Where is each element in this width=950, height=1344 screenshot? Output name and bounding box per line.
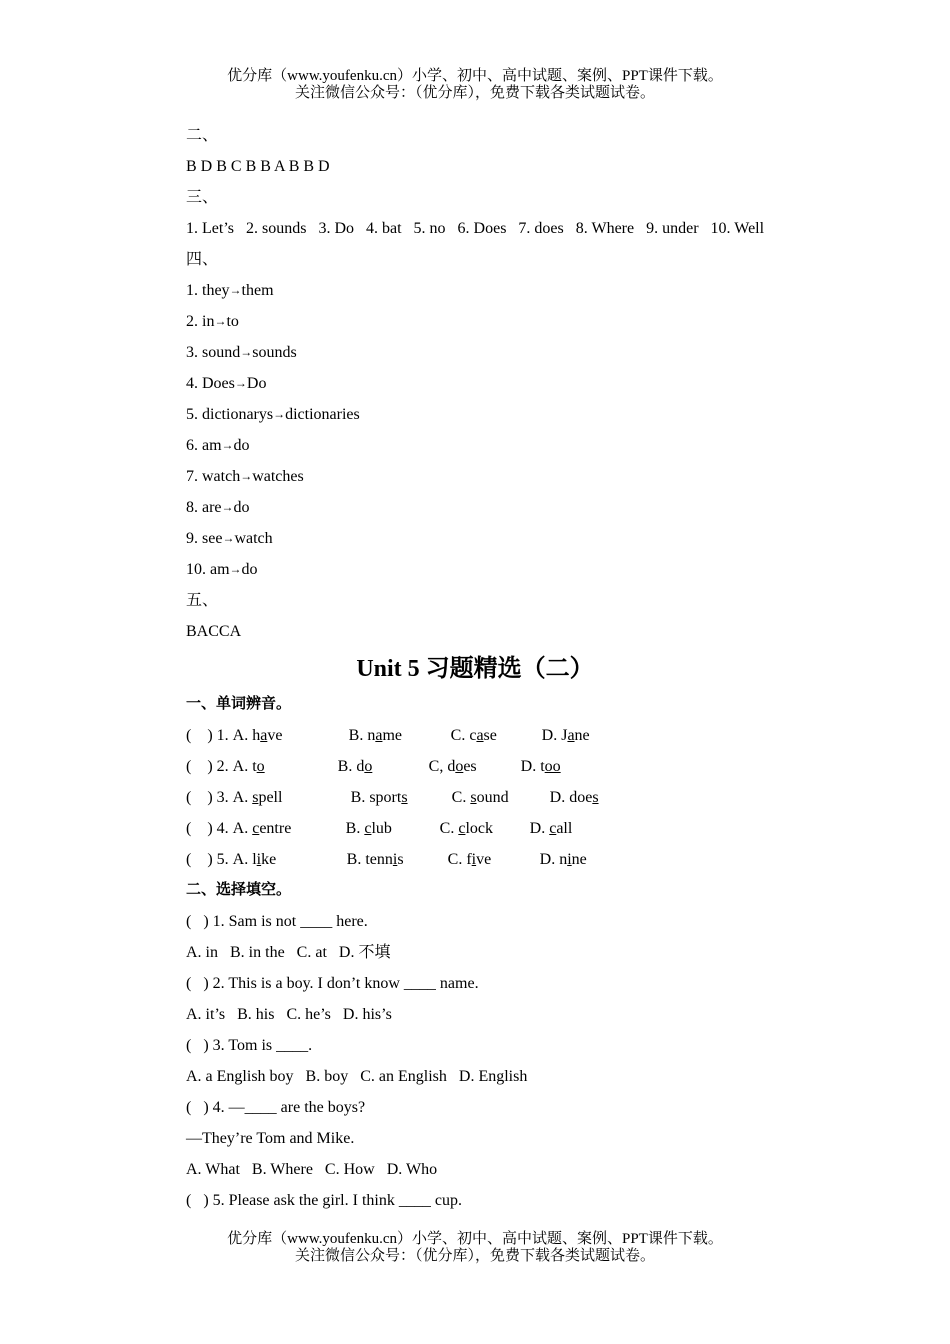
section-4-corrections — [186, 275, 806, 585]
question-line: ( ) 3. Tom is ____. — [186, 1037, 313, 1054]
section-4-heading: 四、 — [186, 251, 219, 268]
correction-item: 6. am→do — [186, 437, 250, 454]
answer-option: B. do — [337, 758, 373, 775]
correction-item: 7. watch→watches — [186, 468, 304, 485]
arrow-icon: → — [221, 438, 234, 452]
question-line: —They’re Tom and Mike. — [186, 1130, 355, 1147]
question-row: ( ) 2. A. to B. do C, does D. too — [186, 751, 806, 782]
answer-option: A. centre — [232, 820, 292, 837]
question-line: ( ) 1. Sam is not ____ here. — [186, 913, 368, 930]
question-line: ( ) 5. Please ask the girl. I think ____ cup. — [186, 1192, 462, 1209]
correction-item: 2. in→to — [186, 313, 239, 330]
header-line-2: 关注微信公众号：（优分库），免费下载各类试题试卷。 — [294, 85, 655, 101]
answer-option: C, does — [428, 758, 477, 775]
footer-line-1: 优分库（www.youfenku.cn）小学、初中、高中试题、案例、PPT课件下载。 — [227, 1231, 723, 1247]
question-line: A. a English boy B. boy C. an English D. English — [186, 1068, 528, 1085]
answer-option: D. call — [529, 820, 573, 837]
arrow-icon: → — [240, 345, 253, 359]
answer-option: C. clock — [439, 820, 493, 837]
part-2-questions — [186, 906, 806, 1216]
answer-option: B. tennis — [346, 851, 404, 868]
question-line: A. in B. in the C. at D. 不填 — [186, 944, 391, 961]
page-footer — [0, 1231, 950, 1265]
arrow-icon: → — [221, 500, 234, 514]
correction-item: 10. am→do — [186, 561, 258, 578]
correction-item: 8. are→do — [186, 499, 250, 516]
question-line: ( ) 2. This is a boy. I don’t know ____ name. — [186, 975, 479, 992]
arrow-icon: → — [234, 376, 247, 390]
question-line: A. it’s B. his C. he’s D. his’s — [186, 1006, 392, 1023]
document-body — [186, 120, 806, 1216]
page-title: Unit 5 习题精选（二） — [356, 656, 594, 682]
header-line-1: 优分库（www.youfenku.cn）小学、初中、高中试题、案例、PPT课件下载。 — [227, 68, 723, 84]
question-row: ( ) 1. A. have B. name C. case D. Jane — [186, 720, 806, 751]
question-row: ( ) 4. A. centre B. club C. clock D. call — [186, 813, 806, 844]
answer-option: C. sound — [451, 789, 509, 806]
section-3-answers: 1. Let’s 2. sounds 3. Do 4. bat 5. no 6. Does 7. does 8. Where 9. under 10. Well — [186, 220, 765, 237]
section-5-heading: 五、 — [186, 592, 219, 609]
correction-item: 3. sound→sounds — [186, 344, 297, 361]
question-line: A. What B. Where C. How D. Who — [186, 1161, 438, 1178]
answer-option: C. five — [447, 851, 492, 868]
footer-line-2: 关注微信公众号：（优分库），免费下载各类试题试卷。 — [294, 1248, 655, 1264]
answer-option: A. to — [232, 758, 265, 775]
arrow-icon: → — [240, 469, 253, 483]
arrow-icon: → — [222, 531, 235, 545]
section-3-heading: 三、 — [186, 189, 219, 206]
arrow-icon: → — [273, 407, 286, 421]
section-2-answers: B D B C B B A B B D — [186, 158, 330, 175]
question-line: ( ) 4. —____ are the boys? — [186, 1099, 366, 1116]
page-header — [0, 68, 950, 102]
section-5-answers: BACCA — [186, 623, 242, 640]
answer-option: A. spell — [232, 789, 283, 806]
correction-item: 9. see→watch — [186, 530, 273, 547]
part-1-questions — [186, 720, 806, 875]
arrow-icon: → — [229, 283, 242, 297]
answer-option: B. club — [345, 820, 392, 837]
answer-option: A. like — [232, 851, 277, 868]
answer-option: B. name — [348, 727, 402, 744]
correction-item: 5. dictionarys→dictionaries — [186, 406, 360, 423]
answer-option: D. nine — [539, 851, 587, 868]
answer-option: D. too — [520, 758, 561, 775]
answer-option: B. sports — [350, 789, 408, 806]
section-2-heading: 二、 — [186, 127, 219, 144]
answer-option: C. case — [450, 727, 497, 744]
question-row: ( ) 3. A. spell B. sports C. sound D. does — [186, 782, 806, 813]
arrow-icon: → — [214, 314, 227, 328]
answer-option: D. Jane — [541, 727, 590, 744]
part-1-heading: 一、单词辨音。 — [186, 696, 292, 712]
correction-item: 4. Does→Do — [186, 375, 267, 392]
part-2-heading: 二、选择填空。 — [186, 882, 292, 898]
arrow-icon: → — [229, 562, 242, 576]
correction-item: 1. they→them — [186, 282, 274, 299]
question-row: ( ) 5. A. like B. tennis C. five D. nine — [186, 844, 806, 875]
answer-option: D. does — [549, 789, 599, 806]
answer-option: A. have — [232, 727, 283, 744]
